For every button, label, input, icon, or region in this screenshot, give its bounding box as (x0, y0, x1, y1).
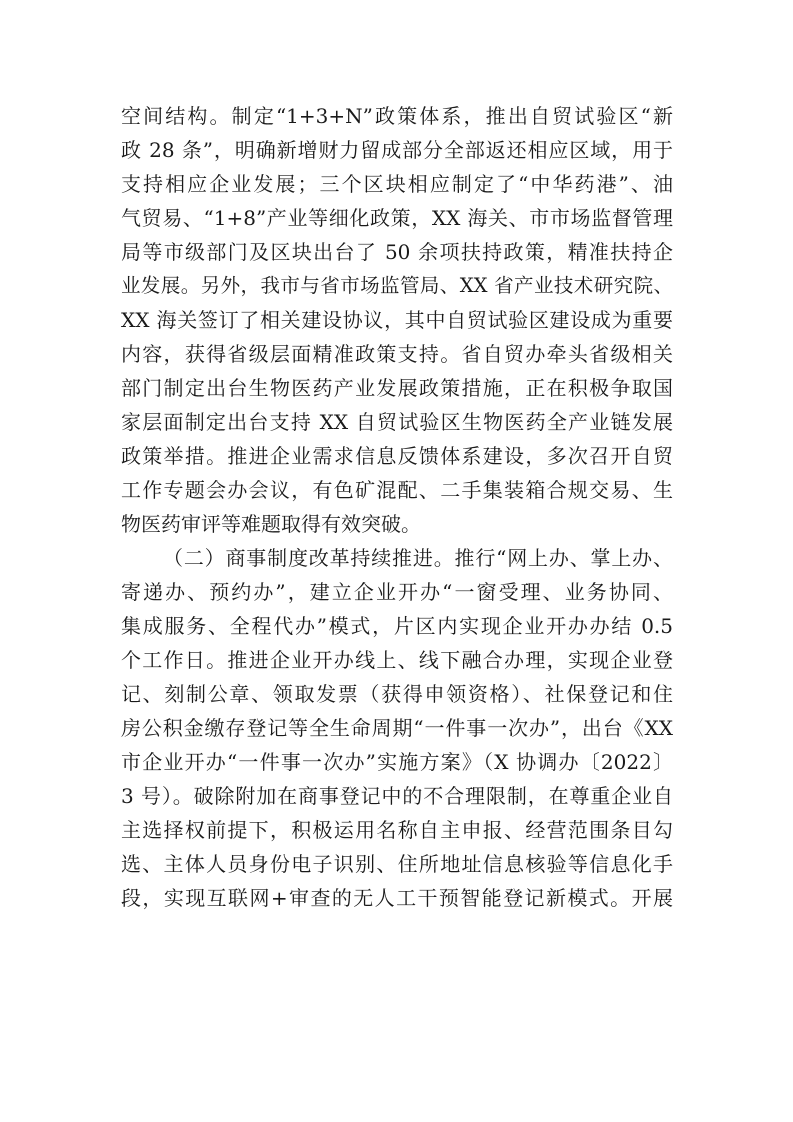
text-line: 支持相应企业发展；三个区块相应制定了“中华药港”、油 (121, 172, 673, 196)
section-heading-line: （二）商事制度改革持续推进。推行“网上办、掌上办、 (163, 546, 673, 570)
text-line: 3 号）。破除附加在商事登记中的不合理限制，在尊重企业自 (121, 784, 673, 808)
paragraph-last-line: 物医药审评等难题取得有效突破。 (121, 512, 421, 536)
text-line: 气贸易、“1+8”产业等细化政策，XX 海关、市市场监督管理 (121, 206, 673, 230)
text-line: 房公积金缴存登记等全生命周期“一件事一次办”，出台《XX (121, 716, 673, 740)
text-line: 空间结构。制定“1+3+N”政策体系，推出自贸试验区“新 (121, 104, 673, 128)
text-line: 部门制定出台生物医药产业发展政策措施，正在积极争取国 (121, 376, 673, 400)
text-line: 主选择权前提下，积极运用名称自主申报、经营范围条目勾 (121, 818, 673, 842)
text-line: 个工作日。推进企业开办线上、线下融合办理，实现企业登 (121, 648, 673, 672)
text-line: 政 28 条”，明确新增财力留成部分全部返还相应区域，用于 (121, 138, 673, 162)
text-line: 市企业开办“一件事一次办”实施方案》（X 协调办〔2022〕 (121, 750, 673, 774)
text-line: 工作专题会办会议，有色矿混配、二手集装箱合规交易、生 (121, 478, 673, 502)
text-line: XX 海关签订了相关建设协议，其中自贸试验区建设成为重要 (121, 308, 673, 332)
text-line: 记、刻制公章、领取发票（获得申领资格）、社保登记和住 (121, 682, 673, 706)
text-line: 寄递办、预约办”，建立企业开办“一窗受理、业务协同、 (121, 580, 673, 604)
text-line: 选、主体人员身份电子识别、住所地址信息核验等信息化手 (121, 852, 673, 876)
document-body (121, 99, 673, 915)
text-line: 局等市级部门及区块出台了 50 余项扶持政策，精准扶持企 (121, 240, 673, 264)
text-line: 政策举措。推进企业需求信息反馈体系建设，多次召开自贸 (121, 444, 673, 468)
text-line: 内容，获得省级层面精准政策支持。省自贸办牵头省级相关 (121, 342, 673, 366)
text-line: 家层面制定出台支持 XX 自贸试验区生物医药全产业链发展 (121, 410, 673, 434)
text-line: 段，实现互联网+审查的无人工干预智能登记新模式。开展 (121, 886, 673, 910)
text-line: 业发展。另外，我市与省市场监管局、XX 省产业技术研究院、 (121, 274, 673, 297)
text-line: 集成服务、全程代办”模式，片区内实现企业开办办结 0.5 (121, 614, 673, 638)
